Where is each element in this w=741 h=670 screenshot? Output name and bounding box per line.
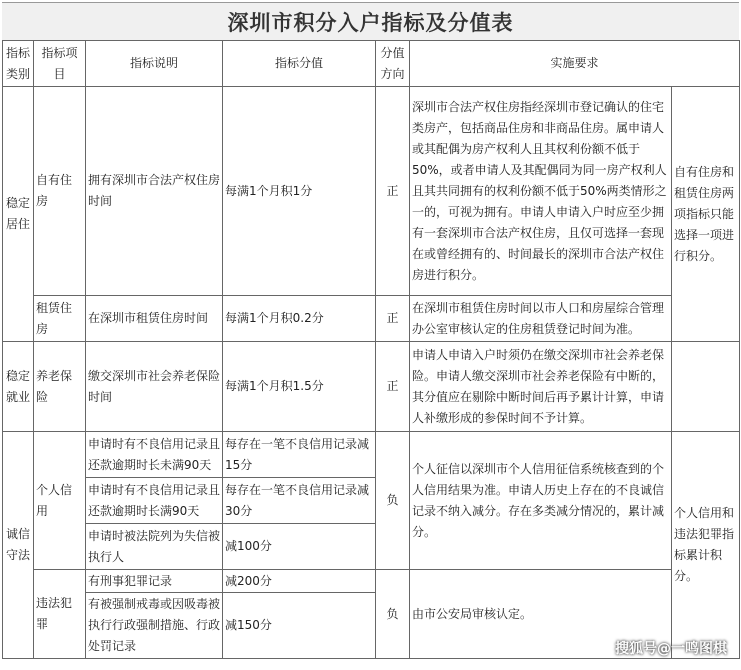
requirement-credit: 个人征信以深圳市个人信用征信系统核查到的个人信用结果为准。申请人历史上存在的不良诚信记录不纳入减分。存在多类减分情况的，累计减分。	[410, 432, 672, 570]
item-rental-housing: 租赁住房	[34, 296, 86, 342]
score-crime-1: 减200分	[223, 570, 376, 593]
housing-note: 自有住房和租赁住房两项指标只能选择一项进行积分。	[672, 87, 740, 342]
direction-own-housing: 正	[376, 87, 410, 296]
title-bar	[2, 2, 739, 41]
page-title: 深圳市积分入户指标及分值表	[227, 9, 514, 35]
header-score: 指标分值	[223, 41, 376, 87]
requirement-pension: 申请人申请入户时须仍在缴交深圳市社会养老保险。申请人缴交深圳市社会养老保险有中断的，其分值应在剔除中断时间后再予累计计算，申请人补缴形成的参保时间不予计算。	[410, 342, 672, 432]
desc-own-housing: 拥有深圳市合法产权住房时间	[86, 87, 223, 296]
points-table	[2, 40, 740, 659]
table-row	[3, 342, 740, 432]
desc-crime-1: 有刑事犯罪记录	[86, 570, 223, 593]
header-desc: 指标说明	[86, 41, 223, 87]
item-crime: 违法犯罪	[34, 570, 86, 659]
score-own-housing: 每满1个月积1分	[223, 87, 376, 296]
header-category: 指标类别	[3, 41, 34, 87]
header-direction: 分值方向	[376, 41, 410, 87]
category-stable-residence: 稳定居住	[3, 87, 34, 342]
direction-rental-housing: 正	[376, 296, 410, 342]
requirement-rental-housing: 在深圳市租赁住房时间以市人口和房屋综合管理办公室审核认定的住房租赁登记时间为准。	[410, 296, 672, 342]
item-credit: 个人信用	[34, 432, 86, 570]
category-stable-employment: 稳定就业	[3, 342, 34, 432]
score-credit-1: 每存在一笔不良信用记录减15分	[223, 432, 376, 478]
desc-rental-housing: 在深圳市租赁住房时间	[86, 296, 223, 342]
integrity-note: 个人信用和违法犯罪指标累计积分。	[672, 432, 740, 659]
desc-pension: 缴交深圳市社会养老保险时间	[86, 342, 223, 432]
desc-credit-2: 申请时有不良信用记录且还款逾期时长满90天	[86, 478, 223, 524]
item-pension: 养老保险	[34, 342, 86, 432]
watermark: 搜狐号@一鸣图棋	[615, 641, 727, 657]
category-integrity: 诚信守法	[3, 432, 34, 659]
header-item: 指标项目	[34, 41, 86, 87]
desc-credit-1: 申请时有不良信用记录且还款逾期时长未满90天	[86, 432, 223, 478]
direction-pension: 正	[376, 342, 410, 432]
requirement-own-housing: 深圳市合法产权住房指经深圳市登记确认的住宅类房产，包括商品住房和非商品住房。属申请人或其配偶为房产权利人且其权利份额不低于50%，或者申请人及其配偶同为同一房产权利人且其共同拥有的权利份额不低于50%两类情形之一的，可视为拥有。申请人申请入户时应至少拥有一套深圳市合法产权住房，且仅可选择一套现在或曾经拥有的、时间最长的深圳市合法产权住房进行积分。	[410, 87, 672, 296]
item-own-housing: 自有住房	[34, 87, 86, 296]
requirement-crime: 由市公安局审核认定。	[410, 570, 672, 659]
score-pension: 每满1个月积1.5分	[223, 342, 376, 432]
table-header-row	[3, 41, 740, 87]
score-credit-3: 减100分	[223, 524, 376, 570]
direction-crime: 负	[376, 570, 410, 659]
table-row	[3, 87, 740, 296]
score-credit-2: 每存在一笔不良信用记录减30分	[223, 478, 376, 524]
header-requirement: 实施要求	[410, 41, 740, 87]
table-row	[3, 432, 740, 478]
empty-cell	[672, 342, 740, 432]
table-row	[3, 570, 740, 593]
desc-crime-2: 有被强制戒毒或因吸毒被执行行政强制措施、行政处罚记录	[86, 593, 223, 659]
table-row	[3, 296, 740, 342]
direction-credit: 负	[376, 432, 410, 570]
score-crime-2: 减150分	[223, 593, 376, 659]
desc-credit-3: 申请时被法院列为失信被执行人	[86, 524, 223, 570]
score-rental-housing: 每满1个月积0.2分	[223, 296, 376, 342]
